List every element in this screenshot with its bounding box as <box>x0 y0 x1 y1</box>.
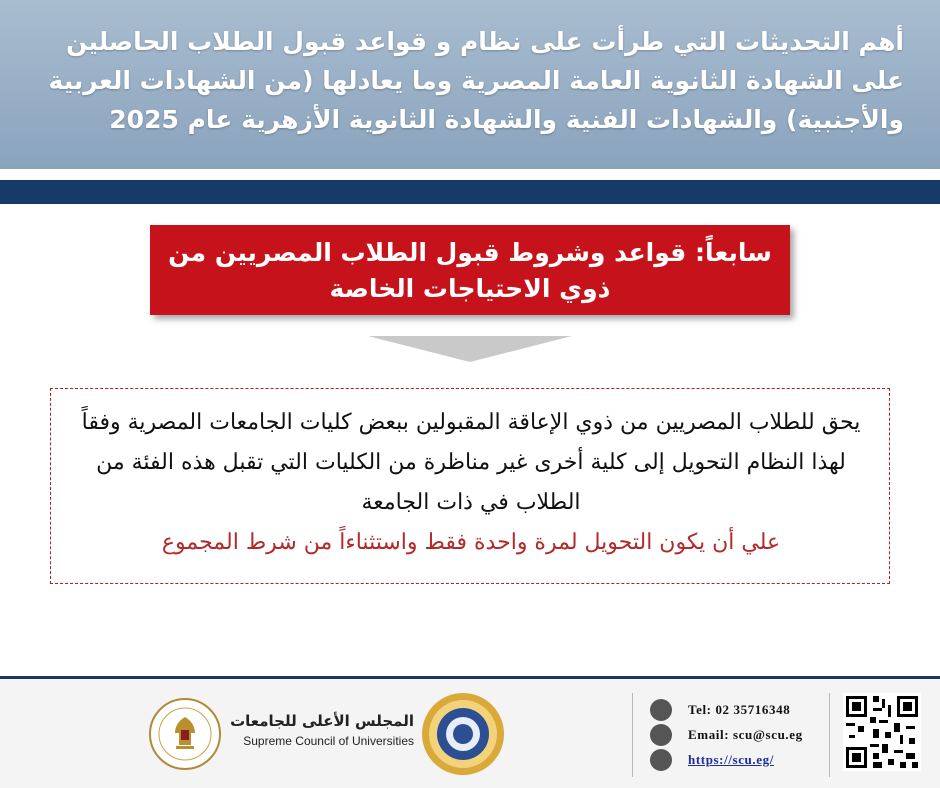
email-icon <box>650 724 672 746</box>
content-box <box>50 388 890 584</box>
globe-icon <box>650 749 672 771</box>
footer-separator <box>632 693 633 777</box>
footer-separator <box>829 693 830 777</box>
header-banner <box>0 0 940 172</box>
org-name-english: Supreme Council of Universities <box>243 734 414 748</box>
phone-text: Tel: 02 35716348 <box>688 702 791 717</box>
ministry-seal-icon <box>148 697 222 771</box>
content-body: يحق للطلاب المصريين من ذوي الإعاقة المقبولين ببعض كليات الجامعات المصرية وفقاً لهذا النظام التحويل إلى كلية أخرى غير مناظرة من الكليات التي تقبل هذه الفئة من الطلاب في ذات الجامعة <box>81 410 861 515</box>
website-link[interactable]: https://scu.eg/ <box>688 752 774 767</box>
section-title: سابعاً: قواعد وشروط قبول الطلاب المصريين من ذوي الاحتياجات الخاصة <box>168 238 772 303</box>
footer <box>0 679 940 788</box>
section-heading-box <box>150 225 790 315</box>
phone-icon <box>650 699 672 721</box>
divider-band <box>0 180 940 204</box>
content-condition: علي أن يكون التحويل لمرة واحدة فقط واستثناءاً من شرط المجموع <box>161 530 781 555</box>
email-text: Email: scu@scu.eg <box>688 727 803 742</box>
qr-code-icon <box>843 693 921 771</box>
jubilee-medal-icon <box>420 691 506 777</box>
content-text <box>73 403 869 563</box>
down-arrow-icon <box>368 336 572 362</box>
page-title: أهم التحديثات التي طرأت على نظام و قواعد قبول الطلاب الحاصلين على الشهادة الثانوية العامة المصرية وما يعادلها (من الشهادات العربية والأجنبية) والشهادات الفنية والشهادة الثانوية الأزهرية عام 2025 <box>48 27 904 134</box>
org-name-arabic: المجلس الأعلى للجامعات <box>230 712 414 730</box>
